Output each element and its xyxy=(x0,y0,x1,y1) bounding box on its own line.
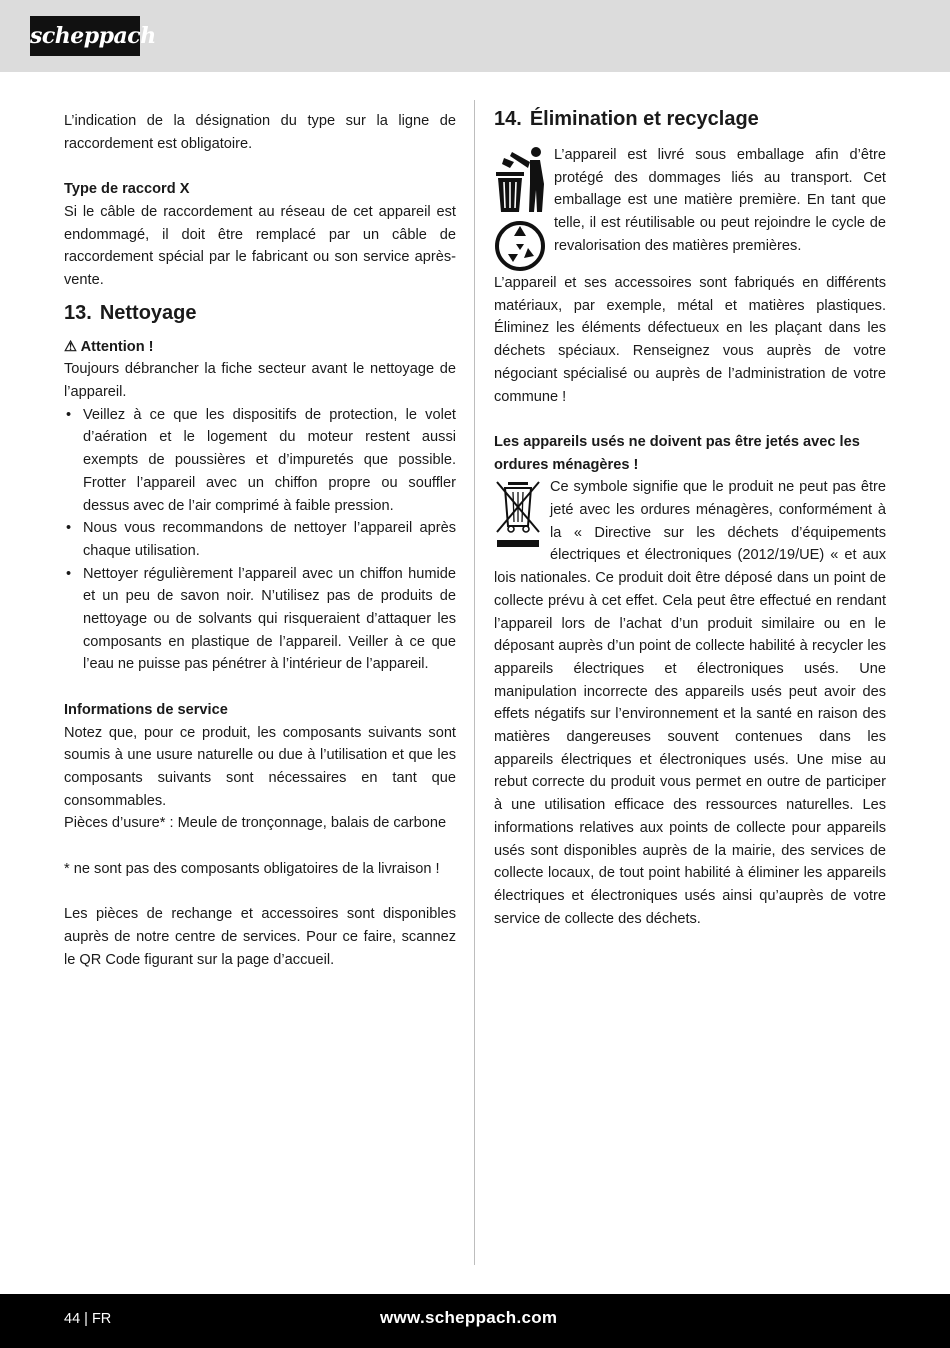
recycling-icons xyxy=(494,144,550,272)
section-13-title: Nettoyage xyxy=(99,301,197,324)
section-13-heading xyxy=(64,300,456,326)
section-13-number: 13. xyxy=(64,301,92,324)
right-column xyxy=(494,106,886,930)
service-text: Notez que, pour ce produit, les composants suivants sont soumis à une usure naturelle ou due à l’utilisation et que les composants suivants sont nécessaires en tant que consommables. xyxy=(64,724,456,809)
section-14-number: 14. xyxy=(494,108,522,130)
trash-disposal-icon xyxy=(494,144,548,272)
list-item: • Veillez à ce que les dispositifs de protection, le volet d’aération et le logement du moteur restent aussi exempts de poussières et d’impuretés que possible. Frotter l’appareil avec un chiffon propre ou souffler dessus avec de l’air comprimé à faible pression. xyxy=(64,404,456,518)
raccord-text: Si le câble de raccordement au réseau de cet appareil est endommagé, il doit être remplacé par un câble de raccordement spécial par le fabricant ou son service après-vente. xyxy=(64,203,456,288)
footnote: * ne sont pas des composants obligatoires de la livraison ! xyxy=(64,860,440,877)
packaging-text: L’appareil est livré sous emballage afin d’être protégé des dommages liés au transport. Cet emballage est une matière première. En tant que telle, il est réutilisable ou peut rejoindre le cycle de revalorisation des matières premières. xyxy=(554,147,886,254)
website-link[interactable]: www.scheppach.com xyxy=(380,1308,558,1327)
attention-text: Toujours débrancher la fiche secteur avant le nettoyage de l’appareil. xyxy=(64,361,456,401)
page-number: 44 | FR xyxy=(64,1311,112,1327)
materials-text: L’appareil et ses accessoires sont fabriqués en différents matériaux, par exemple, métal et matières plastiques. Éliminez les éléments défectueux en les plaçant dans les déchets spéciaux. Renseignez vous auprès de votre négociant spécialisé ou auprès de l’administration de votre commune ! xyxy=(494,275,886,405)
list-item: • Nous vous recommandons de nettoyer l’appareil après chaque utilisation. xyxy=(64,517,456,562)
page-footer xyxy=(0,1294,950,1348)
weee-symbol xyxy=(494,478,546,558)
section-14-title: Élimination et recyclage xyxy=(529,108,759,130)
waste-heading: Les appareils usés ne doivent pas être jetés avec les ordures ménagères ! xyxy=(494,433,860,473)
column-divider xyxy=(474,100,475,1265)
page-header xyxy=(0,0,950,72)
section-14-heading xyxy=(494,106,886,132)
cleaning-list xyxy=(64,404,456,676)
raccord-heading: Type de raccord X xyxy=(64,181,190,198)
type-designation-note: L’indication de la désignation du type sur la ligne de raccordement est obligatoire. xyxy=(64,113,456,152)
attention-label: ⚠ Attention ! xyxy=(64,338,154,355)
waste-text: Ce symbole signifie que le produit ne peut pas être jeté avec les ordures ménagères, conformément à la « Directive sur les déchets d’équipements électriques et électroniques (2012/19/UE) « et aux lois nationales. Ce produit doit être déposé dans un point de collecte prévu à cet effet. Cela peut être effectué en rendant l’appareil lors de l’achat d’un produit similaire ou en le déposant auprès d’un point de collecte habilité à recycler les appareils électriques et électroniques usés. Une manipulation incorrecte des appareils usés peut avoir des effets négatifs sur l’environnement et la santé en raison des matières dangereuses souvent contenues dans les appareils électriques et électroniques usés. Une mise au rebut correcte du produit vous permet en outre de participer à une utilisation efficace des ressources naturelles. Les informations relatives aux points de collecte pour appareils usés sont disponibles auprès de la mairie, des services de collecte locaux, de tout point habilité à éliminer les appareils électriques et électroniques usés ainsi qu’auprès de votre service de collecte des déchets. xyxy=(494,479,886,927)
left-column xyxy=(64,110,456,971)
spares-text: Les pièces de rechange et accessoires sont disponibles auprès de notre centre de services. Pour ce faire, scannez le QR Code figurant sur la page d’accueil. xyxy=(64,906,456,968)
service-heading: Informations de service xyxy=(64,701,228,718)
list-item: • Nettoyer régulièrement l’appareil avec un chiffon humide et un peu de savon noir. N’utilisez pas de produits de nettoyage ou de solvants qui risqueraient d’attaquer les composants en plastique de l’appareil. Veiller à ce que l’eau ne puisse pas pénétrer à l’intérieur de l’appareil. xyxy=(64,563,456,677)
crossed-bin-icon xyxy=(494,478,542,550)
weee-block xyxy=(494,476,886,930)
wear-parts: Pièces d’usure* : Meule de tronçonnage, balais de carbone xyxy=(64,815,447,832)
packaging-block xyxy=(494,144,886,258)
scheppach-logo: scheppach xyxy=(30,16,140,56)
